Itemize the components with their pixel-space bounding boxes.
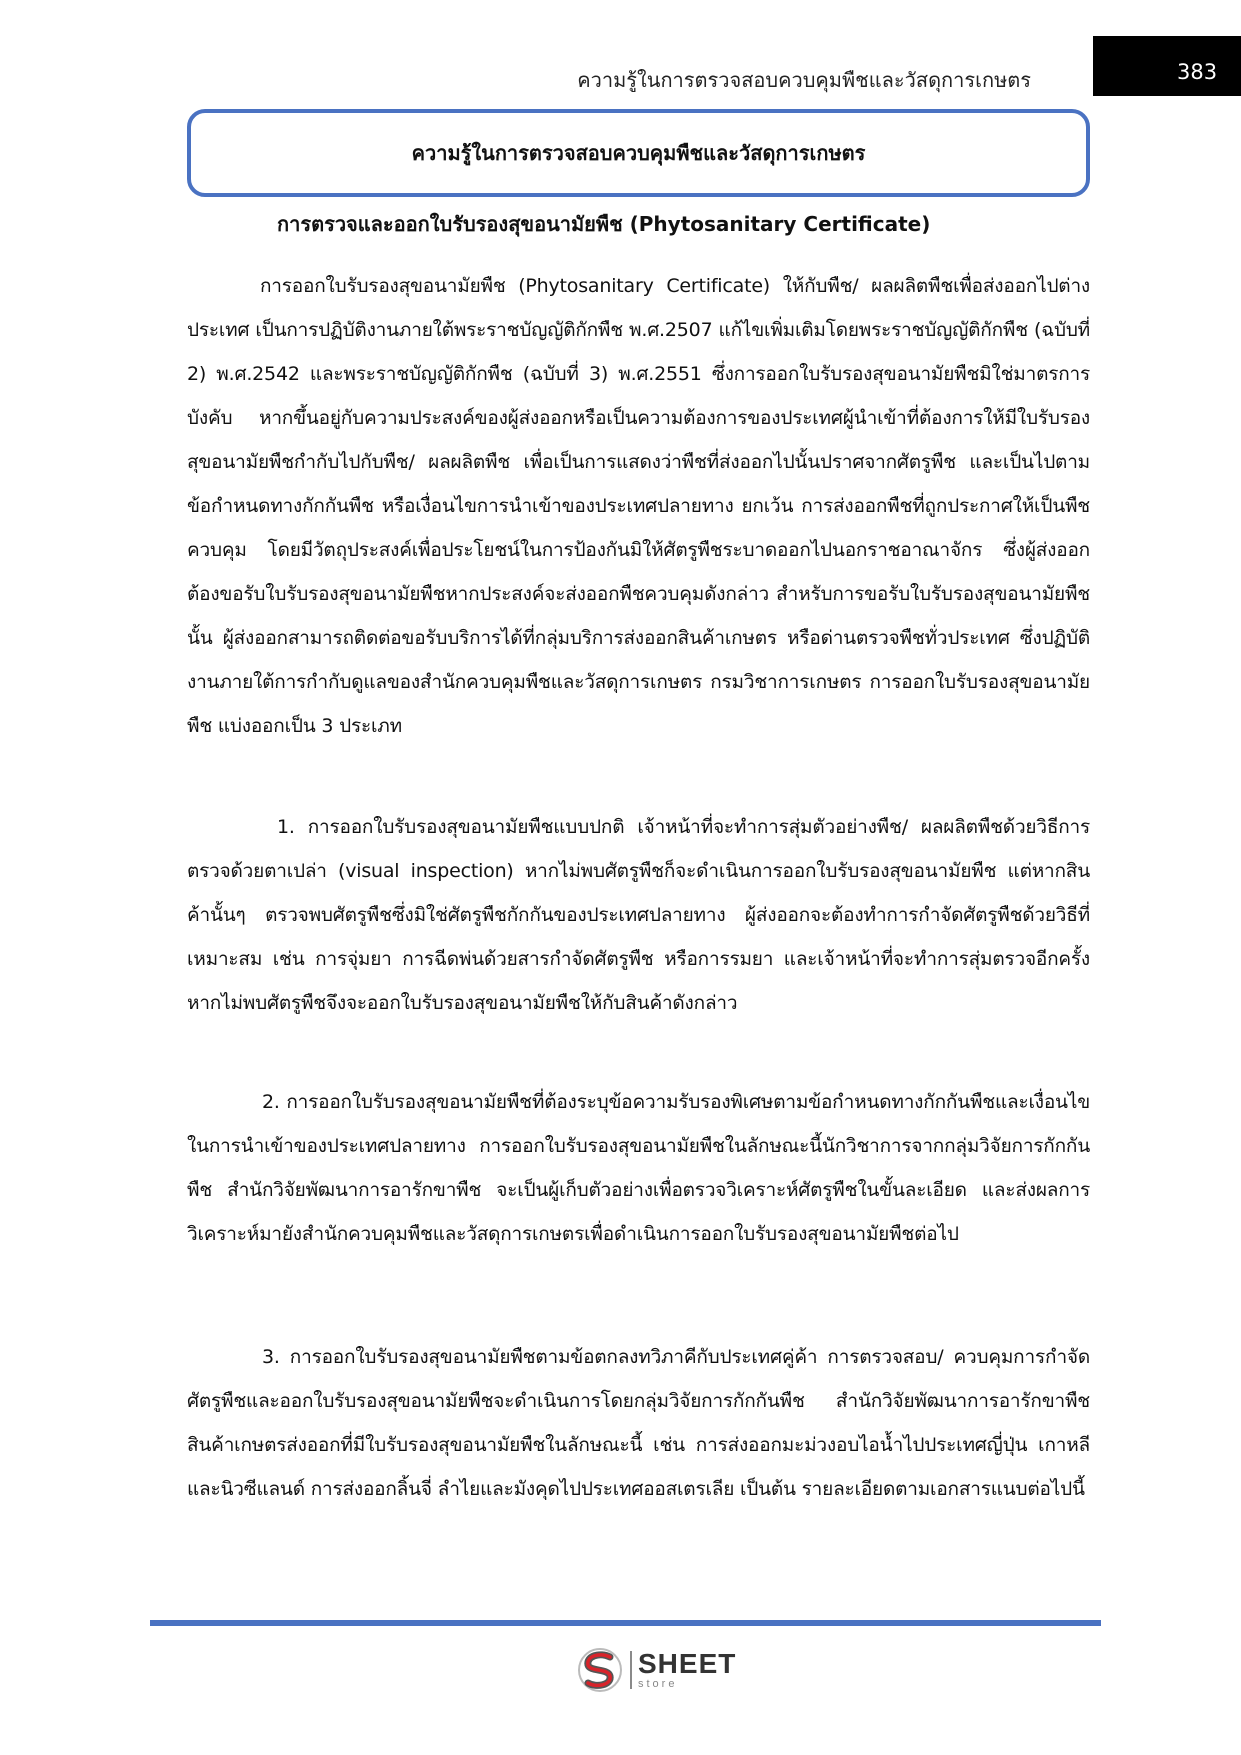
chapter-title: ความรู้ในการตรวจสอบควบคุมพืชและวัสดุการเกษตร xyxy=(411,141,866,165)
intro-paragraph: การออกใบรับรองสุขอนามัยพืช (Phytosanitary Certificate) ให้กับพืช/ ผลผลิตพืชเพื่อส่งออกไปต่างประเทศ เป็นการปฏิบัติงานภายใต้พระราชบัญญัติกักพืช พ.ศ.2507 แก้ไขเพิ่มเติมโดยพระราชบัญญัติกักพืช (ฉบับที่ 2) พ.ศ.2542 และพระราชบัญญัติกักพืช (ฉบับที่ 3) พ.ศ.2551 ซึ่งการออกใบรับรองสุขอนามัยพืชมิใช่มาตรการบังคับ หากขึ้นอยู่กับความประสงค์ของผู้ส่งออกหรือเป็นความต้องการของประเทศผู้นำเข้าที่ต้องการให้มีใบรับรองสุขอนามัยพืชกำกับไปกับพืช/ ผลผลิตพืช เพื่อเป็นการแสดงว่าพืชที่ส่งออกไปนั้นปราศจากศัตรูพืช และเป็นไปตามข้อกำหนดทางกักกันพืช หรือเงื่อนไขการนำเข้าของประเทศปลายทาง ยกเว้น การส่งออกพืชที่ถูกประกาศให้เป็นพืชควบคุม โดยมีวัตถุประสงค์เพื่อประโยชน์ในการป้องกันมิให้ศัตรูพืชระบาดออกไปนอกราชอาณาจักร ซึ่งผู้ส่งออกต้องขอรับใบรับรองสุขอนามัยพืชหากประสงค์จะส่งออกพืชควบคุมดังกล่าว สำหรับการขอรับใบรับรองสุขอนามัยพืชนั้น ผู้ส่งออกสามารถติดต่อขอรับบริการได้ที่กลุ่มบริการส่งออกสินค้าเกษตร หรือด่านตรวจพืชทั่วประเทศ ซึ่งปฏิบัติงานภายใต้การกำกับดูแลของสำนักควบคุมพืชและวัสดุการเกษตร กรมวิชาการเกษตร การออกใบรับรองสุขอนามัยพืช แบ่งออกเป็น 3 ประเภท xyxy=(187,275,1090,737)
footer-rule xyxy=(150,1620,1101,1626)
section-subtitle: การตรวจและออกใบรับรองสุขอนามัยพืช (Phytosanitary Certificate) xyxy=(277,212,931,236)
list-item-2: 2. การออกใบรับรองสุขอนามัยพืชที่ต้องระบุข้อความรับรองพิเศษตามข้อกำหนดทางกักกันพืชและเงื่อนไขในการนำเข้าของประเทศปลายทาง การออกใบรับรองสุขอนามัยพืชในลักษณะนี้นักวิชาการจากกลุ่มวิจัยการกักกันพืช สำนักวิจัยพัฒนาการอารักขาพืช จะเป็นผู้เก็บตัวอย่างเพื่อตรวจวิเคราะห์ศัตรูพืชในขั้นละเอียด และส่งผลการวิเคราะห์มายังสำนักควบคุมพืชและวัสดุการเกษตรเพื่อดำเนินการออกใบรับรองสุขอนามัยพืชต่อไป xyxy=(187,1091,1090,1245)
title-box xyxy=(187,109,1090,197)
list-item-3: 3. การออกใบรับรองสุขอนามัยพืชตามข้อตกลงทวิภาคีกับประเทศคู่ค้า การตรวจสอบ/ ควบคุมการกำจัดศัตรูพืชและออกใบรับรองสุขอนามัยพืชจะดำเนินการโดยกลุ่มวิจัยการกักกันพืช สำนักวิจัยพัฒนาการอารักขาพืช สินค้าเกษตรส่งออกที่มีใบรับรองสุขอนามัยพืชในลักษณะนี้ เช่น การส่งออกมะม่วงอบไอน้ำไปประเทศญี่ปุ่น เกาหลี และนิวซีแลนด์ การส่งออกลิ้นจี่ ลำไยและมังคุดไปประเทศออสเตรเลีย เป็นต้น รายละเอียดตามเอกสารแนบต่อไปนี้ xyxy=(187,1346,1090,1500)
logo-sub: store xyxy=(638,1678,678,1690)
sheet-store-logo xyxy=(576,1645,736,1695)
sheet-store-s-icon xyxy=(576,1646,624,1694)
list-item-1: 1. การออกใบรับรองสุขอนามัยพืชแบบปกติ เจ้าหน้าที่จะทำการสุ่มตัวอย่างพืช/ ผลผลิตพืชด้วยวิธีการตรวจด้วยตาเปล่า (visual inspection) หากไม่พบศัตรูพืชก็จะดำเนินการออกใบรับรองสุขอนามัยพืช แต่หากสินค้านั้นๆ ตรวจพบศัตรูพืชซึ่งมิใช่ศัตรูพืชกักกันของประเทศปลายทาง ผู้ส่งออกจะต้องทำการกำจัดศัตรูพืชด้วยวิธีที่เหมาะสม เช่น การจุ่มยา การฉีดพ่นด้วยสารกำจัดศัตรูพืช หรือการรมยา และเจ้าหน้าที่จะทำการสุ่มตรวจอีกครั้ง หากไม่พบศัตรูพืชจึงจะออกใบรับรองสุขอนามัยพืชให้กับสินค้าดังกล่าว xyxy=(187,816,1090,1014)
logo-name: SHEET xyxy=(638,1648,737,1679)
page-number: 383 xyxy=(1093,36,1241,96)
logo-text xyxy=(638,1650,736,1690)
running-header: ความรู้ในการตรวจสอบควบคุมพืชและวัสดุการเกษตร xyxy=(577,68,1031,92)
logo-divider xyxy=(630,1651,632,1689)
